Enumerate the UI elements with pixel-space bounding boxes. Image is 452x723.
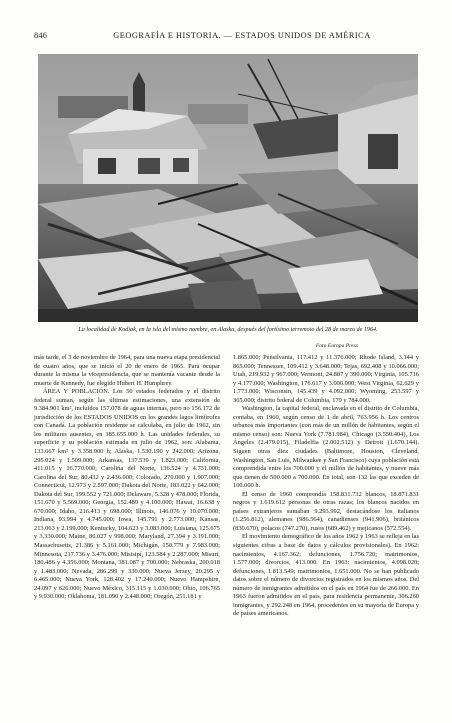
page-number: 846 (34, 31, 48, 40)
paragraph: 1.865.000; Pensilvania, 117.412 y 11.376.000; Rhode Island, 3.144 y 865.000; Tennessee, 109.412 y 3.648.000; Tejas, 692.408 y 10.066.000; Utah, 219.932 y 967.000; Vermont, 24.887 y 390.000; Virginia, 105.716 y 4.177.000; Washington, 176.617 y 3.000.000; West Virginia, 62.629 y 1.773.000; Wisconsin, 145.439 y 4.092.000; Wyoming, 253.597 y 365.000; distrito federal de Columbia, 179 y 784.000. (233, 354, 419, 404)
text-column-right (233, 354, 419, 619)
paragraph: Washington, la capital federal, enclavada en el distrito de Columbia, contaba, en 1960, según censo de 1 de abril, 763.956 h. Los centros urbanos más importantes (con más de un millón de habitantes, según el mismo censo) son: Nueva York (7.781.984), Chicago (3.550.404), Los Ángeles (2.479.015), Filadelfia (2.002.512) y Detroit (1.670.144). Siguen otras diez ciudades (Baltimore, Houston, Cleveland, Washington, San Luis, Milwaukee y San Francisco) cuya población está comprendida entre los 700.000 y el millón de habitantes, y nueve más que tienen de 500.000 a 700.000. En total, son 132 las que exceden de 100.000 h. (233, 405, 419, 490)
running-title: GEOGRAFÍA E HISTORIA. — ESTADOS UNIDOS DE AMÉRICA (113, 31, 371, 40)
page-header (34, 31, 422, 45)
paragraph: El movimiento demográfico de los años 1962 y 1963 se refleja en las siguientes cifras a base de datos y cálculos provisionales). En 1962: nacimientos, 4.167.362; defunciones, 1.756.720; matrimonios, 1.577.000; divorcios, 413.000. En 1963: nacimientos, 4.098.020; defunciones, 1.813.549; matrimonios, 1.651.000. No se han publicado datos sobre el número de divorcios registrados en los mismos años. Del número de inmigrantes admitidos en el país en 1964 fue de 266.000. En 1963 fueron admitidos en el país, para residencia permanente, 306.260 inmigrantes, y 292.248 en 1964, procedentes en su mayoría de Europa y de países americanos. (233, 533, 419, 618)
earthquake-photo (38, 54, 418, 322)
paragraph: El censo de 1960 comprendía 158.831.732 blancos, 18.871.831 negros y 1.619.612 personas de otras razas; los blancos nacidos en países extranjeros sumaban 9.293.992, destacándose los italianos (1.256.812), alemanes (986.564), canadienses (941.906), británicos (830.670), polacos (747.270), rusos (689.462) y mejicanos (572.554). (233, 490, 419, 532)
photo-credit: Foto Europa Press (315, 343, 358, 349)
text-column-left (34, 354, 220, 602)
paragraph: más tarde, el 3 de noviembre de 1964, para una nueva etapa presidencial de cuatro años, que se inició el 20 de enero de 1965. Para ocupar durante la misma la vicepresidencia, que se mantenía vacante desde la muerte de Kennedy, fue elegido Hubert H. Humphrey. (34, 354, 220, 387)
photo-caption: La localidad de Kodiak, en la isla del mismo nombre, en Alaska, después del fortísimo terremoto del 28 de marzo de 1964. (78, 327, 378, 333)
kodiak-earthquake-image (38, 54, 418, 322)
paragraph: ÁREA Y POBLACIÓN. Los 50 estados federados y el distrito federal suman, según las últimas estimaciones, una extensión de 9.384.901 km², incluidos 157.078 de aguas internas, pero no 156.172 de jurisdicción de los ESTADOS UNIDOS en los grandes lagos limítrofes con Canadá. La población residente se calculaba, en julio de 1962, sin los militares ausentes, en 185.655.000 h. Las unidades federales, su superficie y su población estimada en julio de 1962, son: Alabama, 133.667 km² y 3.358.000 h; Alaska, 1.530.190 y 242.000; Arizona, 295.024 y 1.509.000; Arkansas, 137.539 y 1.823.000; California, 411.015 y 16.770.000; Carolina del Norte, 136.524 y 4.731.000; Carolina del Sur, 80.432 y 2.436.000; Colorado, 270.000 y 1.907.000; Connecticut, 12.973 y 2.597.000; Dakota del Norte, 183.022 y 642.000; Dakota del Sur, 199.552 y 721.000; Delaware, 5.328 y 478.000; Florida, 151.670 y 5.569.000; Georgia, 152.489 y 4.100.000; Hawai, 16.638 y 670.000; Idaho, 216.413 y 698.000; Illinois, 146.076 y 10.070.000; Indiana, 93.994 y 4.745.000; Iowa, 145.791 y 2.773.000; Kansas, 213.063 y 2.199.000; Kentucky, 104.623 y 3.083.000; Luisiana, 125.675 y 3.330.000; Maine, 86.027 y 998.000; Maryland, 27.394 y 3.191.000; Massachusetts, 21.386 y 5.161.000; Michigán, 150.779 y 7.983.000; Minnesota, 217.736 y 3.476.000; Misisipí, 123.584 y 2.287.000; Misuri, 180.486 y 4.356.000; Montana, 381.087 y 700.000; Nebraska, 200.018 y 1.483.000; Nevada, 286.299 y 330.000; Nueva Jersey, 20.295 y 6.465.000; Nueva York, 128.402 y 17.240.000; Nuevo Hampshire, 24.097 y 626.000; Nuevo México, 315.115 y 1.030.000; Ohio, 106.765 y 9.930.000; Oklahoma, 181.090 y 2.448.000; Oregón, 251.181 y (34, 388, 220, 601)
